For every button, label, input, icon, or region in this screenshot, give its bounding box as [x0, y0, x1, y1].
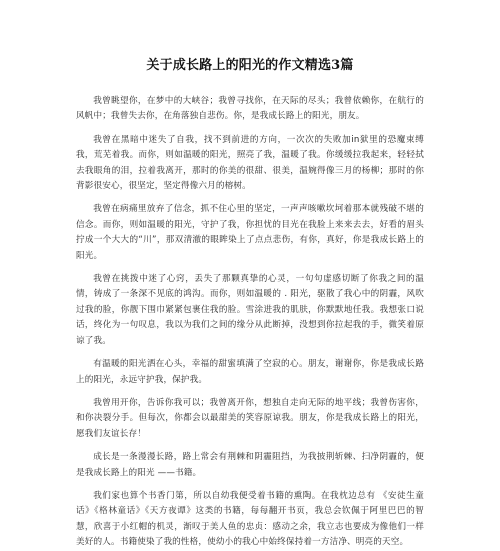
paragraph-7: 成长是一条漫漫长路，路上常会有荆棘和阴霾阻挡，为我披荆斩棘、扫净阴霾的，便是我成长路上的阳光 ——书籍。: [76, 452, 424, 478]
paragraph-2: 我曾在黑暗中迷失了自我，找不到前进的方向，一次次的失败加in狱里的恐魔束缚我，荒芜着我。而你，则如温暖的阳光，照亮了我，温暖了我。你缓缓拉我起来，轻轻拭去我眼角的泪，拉着我离开，那时的你美的很甜、很美，温婉得像三月的杨柳；那时的你背影很安心，很坚定，坚定得像六月的榕树。: [76, 134, 424, 192]
document-title: 关于成长路上的阳光的作文精选3篇: [146, 58, 354, 73]
paragraph-1: 我曾眺望你，在梦中的大峡谷；我曾寻找你，在天际的尽头；我曾依赖你，在航行的风帆中；我曾失去你，在角落独自悲伤。你，是我成长路上的阳光，朋友。: [76, 96, 424, 122]
paragraph-5: 有温暖的阳光洒在心头，幸福的甜蜜填满了空寂的心。朋友，谢谢你，你是我成长路上的阳光，永远守护我，保护我。: [76, 359, 424, 385]
paragraph-4: 我曾在挑拨中迷了心窍，丢失了那颗真挚的心灵，一句句虚感切断了你我之间的温情，铸成了一条深不见底的鸿沟。而你，则如温暖的 . 阳光，驱散了我心中的阴霾，风吹过我的脸，你靓下围巾紧紧包裹住我的脸。雪涂进我的肌肤，你默默地任我。我想张口说话，终化为一句叹息，我以为我们之间的缘分从此断掉，没想到你拉起我的手，微笑着原谅了我。: [76, 274, 424, 346]
paragraph-6: 我曾用开你，告诉你我可以；我曾离开你，想独自走向无际的地平线；我曾伤害你，和你决裂分手。但每次，你都会以最甜美的笑容原谅我。朋友，你是我成长路上的阳光，愿我们友谊长存！: [76, 397, 424, 439]
paragraph-3: 我曾在病痛里放弃了信念，抓不住心里的坚定，一声声咳嗽坎坷着那本就残破不堪的信念。而你，则如温暖的阳光，守护了我，你担忧的目光在我脸上来来去去，好看的眉头拧成一个大大的“川”，那双清澈的眼眸染上了点点悲伤，有你，真好，你是我成长路上的阳光。: [76, 204, 424, 261]
paragraph-8: 我们家也算个书香门第，所以自幼我便受着书籍的熏陶。在我枕边总有 《安徒生童话》《格林童话》《天方夜谭》这类的书籍，每每翻开书页，我总会钦佩于阿里巴巴的智慧，欣喜于小红帽的机灵，渐叹于美人鱼的忠贞：感动之余，我立志也要成为像他们一样美好的人。书籍使染了我的性格，使幼小的我心中始终保持着一方洁净、明亮的天空。: [76, 490, 424, 548]
